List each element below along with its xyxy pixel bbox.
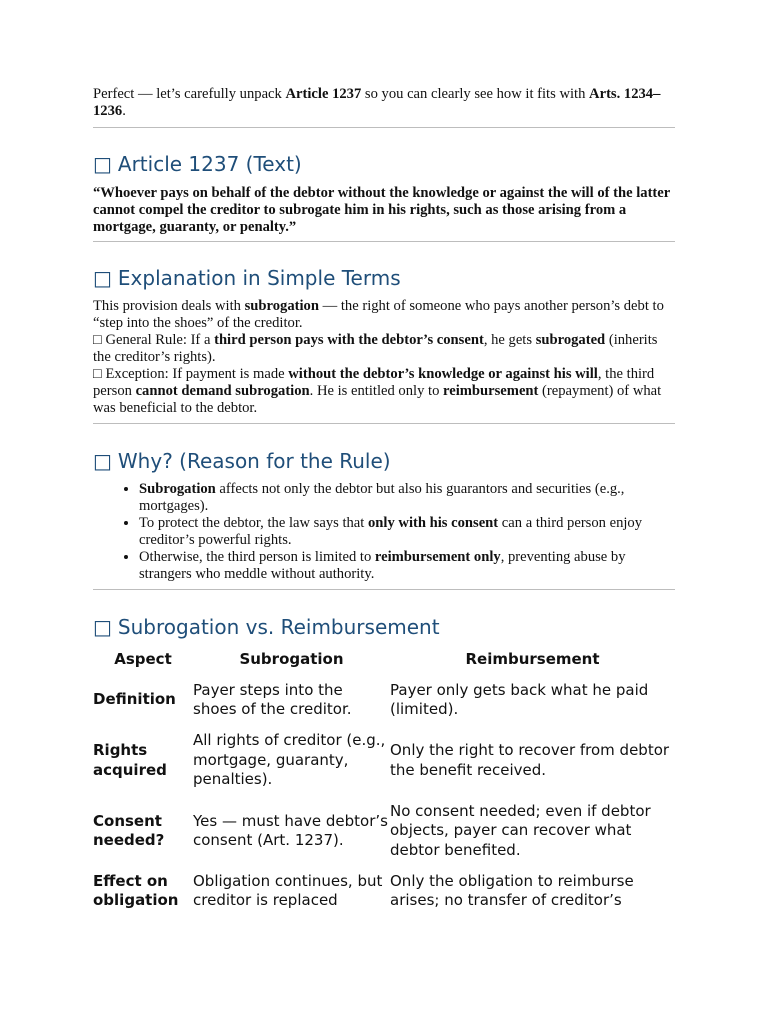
column-header: Reimbursement xyxy=(465,650,600,668)
table-cell: Only the right to recover from debtor the benefit received. xyxy=(390,741,670,779)
intro-text: . xyxy=(122,103,126,119)
section-heading-comparison xyxy=(93,615,675,639)
text: — the right of someone who pays another person’s debt to “step into the shoes” of the creditor. xyxy=(93,298,664,331)
article-quote: “Whoever pays on behalf of the debtor without the knowledge or against the will of the latter cannot compel the creditor to subrogate him in his rights, such as those arising from a mortgage, guaranty, or penalty.” xyxy=(93,185,670,235)
table-header-row xyxy=(93,643,675,675)
explanation-paragraph xyxy=(93,298,675,332)
table-cell: Payer only gets back what he paid (limited). xyxy=(390,680,649,718)
text: . He is entitled only to xyxy=(309,383,444,399)
missing-glyph-icon: □ xyxy=(93,152,112,176)
section-title: Article 1237 (Text) xyxy=(117,152,302,176)
divider xyxy=(93,423,675,424)
table-cell: Obligation continues, but creditor is replaced xyxy=(193,871,383,909)
text: (repayment) of what was beneficial to the debtor. xyxy=(93,383,662,416)
text: can a third person enjoy creditor’s powerful rights. xyxy=(139,515,643,548)
bold-text: cannot demand subrogation xyxy=(135,383,310,399)
table-row xyxy=(93,725,675,796)
missing-glyph-icon: □ xyxy=(93,332,102,348)
table-row xyxy=(93,866,675,916)
general-rule-paragraph xyxy=(93,332,675,366)
text: Exception: If payment is made xyxy=(101,366,289,382)
text: , he gets xyxy=(483,332,536,348)
missing-glyph-icon: □ xyxy=(93,266,112,290)
missing-glyph-icon: □ xyxy=(93,615,112,639)
list-item xyxy=(139,481,675,515)
table-row xyxy=(93,675,675,725)
table-row xyxy=(93,796,675,866)
bold-text: subrogated xyxy=(535,332,606,348)
section-heading-article-text xyxy=(93,152,675,176)
section-title: Explanation in Simple Terms xyxy=(117,266,401,290)
comparison-table xyxy=(93,643,675,916)
bold-text: only with his consent xyxy=(368,515,499,531)
section-heading-why xyxy=(93,449,675,473)
bold-text: reimbursement xyxy=(443,383,539,399)
text: (inherits the creditor’s rights). xyxy=(93,332,658,365)
list-item xyxy=(139,549,675,583)
section-title: Subrogation vs. Reimbursement xyxy=(117,615,440,639)
column-header: Aspect xyxy=(114,650,172,668)
text: Otherwise, the third person is limited to xyxy=(139,549,375,565)
document-page xyxy=(93,86,675,916)
missing-glyph-icon: □ xyxy=(93,449,112,473)
intro-bold-arts: Arts. 1234–1236 xyxy=(93,86,661,119)
divider xyxy=(93,127,675,128)
intro-bold-article: Article 1237 xyxy=(285,86,362,102)
section-title: Why? (Reason for the Rule) xyxy=(117,449,391,473)
text: General Rule: If a xyxy=(101,332,215,348)
table-cell: Rights acquired xyxy=(93,741,167,779)
divider xyxy=(93,589,675,590)
table-cell: All rights of creditor (e.g., mortgage, guaranty, penalties). xyxy=(193,731,386,789)
text: To protect the debtor, the law says that xyxy=(139,515,368,531)
intro-text: Perfect — let’s carefully unpack xyxy=(93,86,286,102)
table-cell: Yes — must have debtor’s consent (Art. 1237). xyxy=(193,811,388,849)
intro-paragraph xyxy=(93,86,675,120)
text: affects not only the debtor but also his guarantors and securities (e.g., mortgages). xyxy=(139,481,625,514)
table-cell: Effect on obligation xyxy=(93,871,179,909)
bold-text: reimbursement only xyxy=(374,549,501,565)
exception-paragraph xyxy=(93,366,675,417)
table-cell: Only the obligation to reimburse arises; no transfer of creditor’s xyxy=(390,871,634,909)
table-cell: Consent needed? xyxy=(93,811,165,849)
bold-text: third person pays with the debtor’s consent xyxy=(214,332,484,348)
text: , preventing abuse by strangers who meddle without authority. xyxy=(139,549,626,582)
intro-text: so you can clearly see how it fits with xyxy=(361,86,590,102)
bold-text: Subrogation xyxy=(139,481,216,497)
bold-text: subrogation xyxy=(244,298,319,314)
table-cell: Definition xyxy=(93,690,176,709)
divider xyxy=(93,241,675,242)
text: , the third person xyxy=(93,366,655,399)
reasons-list xyxy=(93,481,675,583)
section-heading-explanation xyxy=(93,266,675,290)
missing-glyph-icon: □ xyxy=(93,366,102,382)
column-header: Subrogation xyxy=(239,650,344,668)
list-item xyxy=(139,515,675,549)
bold-text: without the debtor’s knowledge or against his will xyxy=(288,366,598,382)
table-cell: No consent needed; even if debtor objects, payer can recover what debtor benefited. xyxy=(390,801,651,859)
table-cell: Payer steps into the shoes of the creditor. xyxy=(193,680,352,718)
text: This provision deals with xyxy=(93,298,245,314)
